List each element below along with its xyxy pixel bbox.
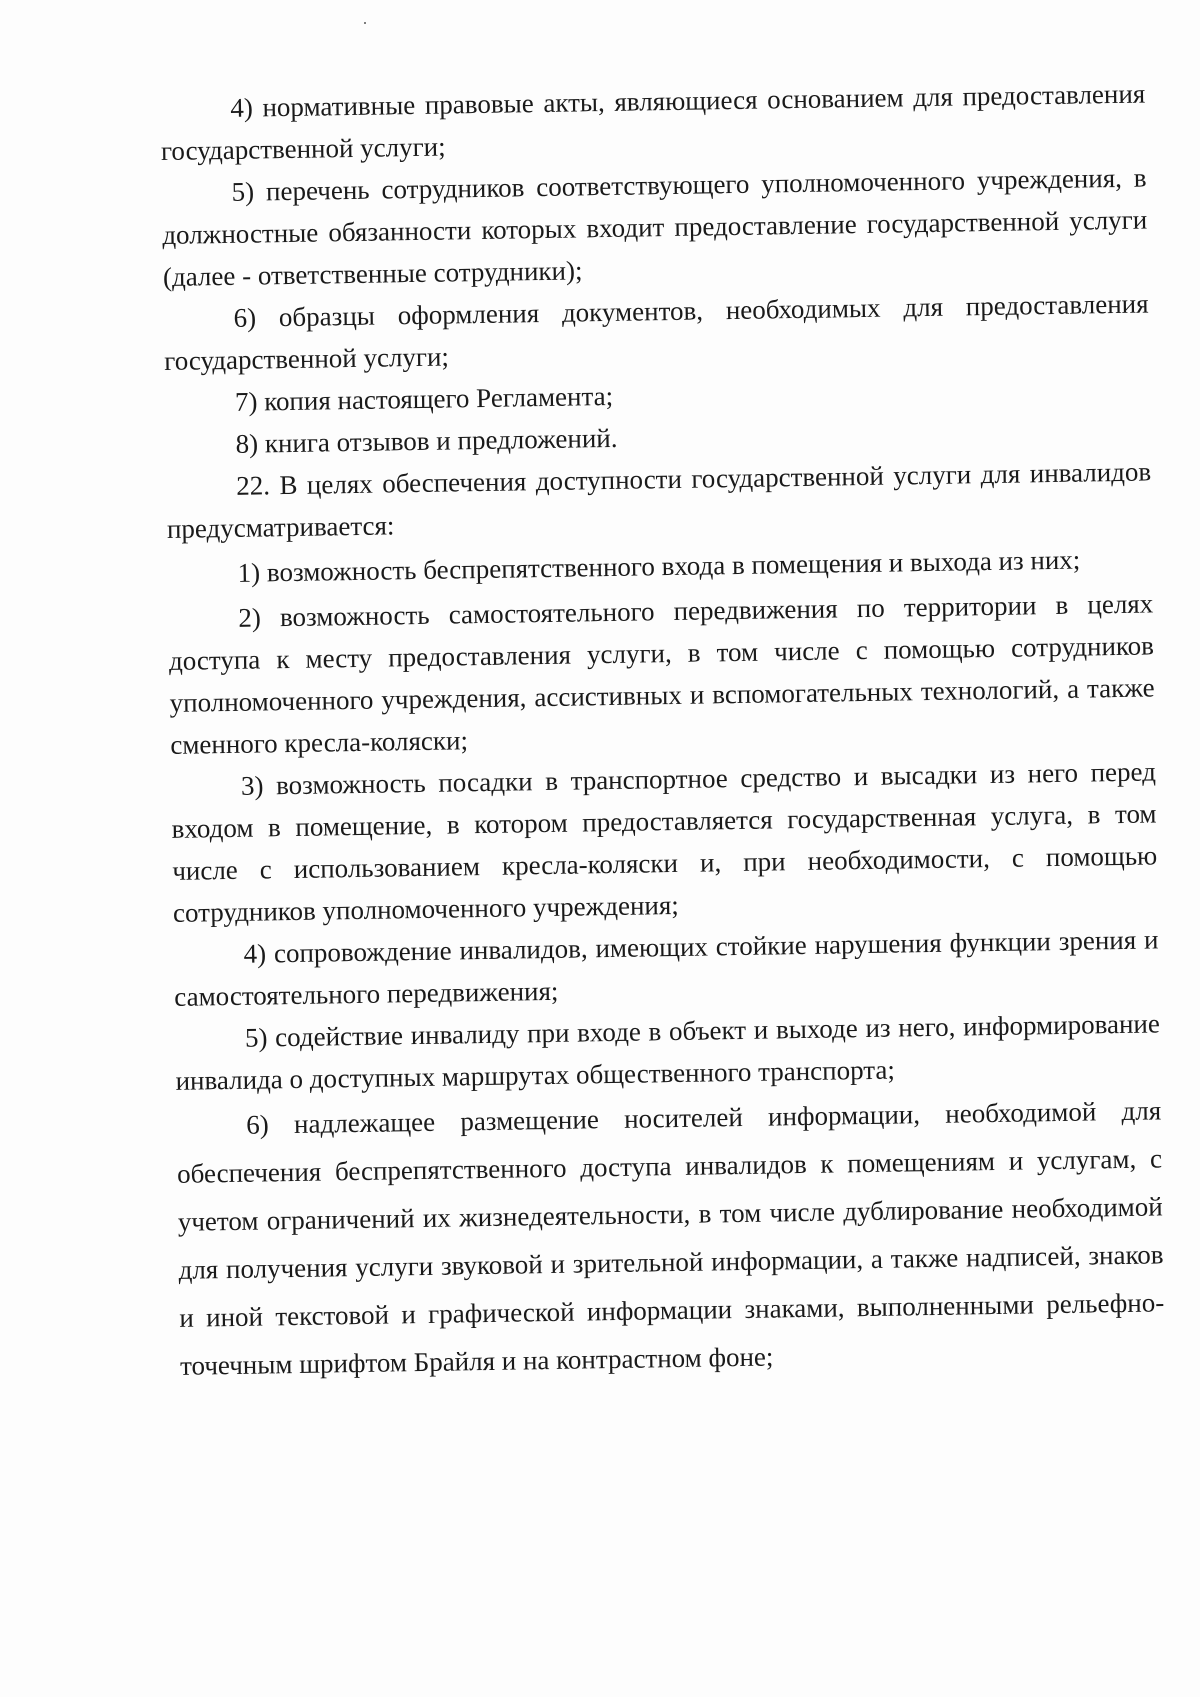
scan-speck [364, 22, 366, 24]
list-item-1-entry-exit: 1) возможность беспрепятственного входа в помещения и выхода из них; [237, 544, 1081, 588]
list-item-5-staff-list: 5) перечень сотрудников соответствующего уполномоченного учреждения, в должностные обязанности которых входит предоставление государственной услуги (далее - ответственные сотрудники); [162, 162, 1148, 292]
list-item-6-sample-forms: 6) образцы оформления документов, необходимых для предоставления государственной услуги; [164, 288, 1149, 376]
section-22-accessibility: 22. В целях обеспечения доступности государственной услуги для инвалидов предусматривается: [166, 456, 1152, 544]
list-item-2-movement: 2) возможность самостоятельного передвижения по территории в целях доступа к месту предоставления услуги, в том числе с помощью сотрудников уполномоченного учреждения, ассистивных и вспомогательных технологий, а также сменного кресла-коляски; [168, 588, 1155, 760]
list-item-4-escort: 4) сопровождение инвалидов, имеющих стойкие нарушения функции зрения и самостоятельного передвижения; [174, 924, 1159, 1012]
document-body [160, 73, 1165, 1390]
list-item-5-assistance: 5) содействие инвалиду при входе в объект и выходе из него, информирование инвалида о доступных маршрутах общественного транспорта; [175, 1008, 1161, 1096]
list-item-6-information-placement: 6) надлежащее размещение носителей информации, необходимой для обеспечения беспрепятственного доступа инвалидов к помещениям и услугам, с учетом ограничений их жизнедеятельности, в том числе дублирование необходимой для получения услуги звуковой и зрительной информации, а также надписей, знаков и иной текстовой и графической информации знаками, выполненными рельефно-точечным шрифтом Брайля и на контрастном фоне; [176, 1095, 1165, 1381]
list-item-3-transport: 3) возможность посадки в транспортное средство и высадки из него перед входом в помещение, в котором предоставляется государственная услуга, в том числе с использованием кресла-коляски и, при необходимости, с помощью сотрудников уполномоченного учреждения; [171, 756, 1158, 928]
list-item-8-feedback-book: 8) книга отзывов и предложений. [235, 422, 618, 459]
list-item-7-regulation-copy: 7) копия настоящего Регламента; [234, 380, 614, 417]
list-item-4-legal-acts: 4) нормативные правовые акты, являющиеся основанием для предоставления государственной услуги; [160, 78, 1146, 166]
